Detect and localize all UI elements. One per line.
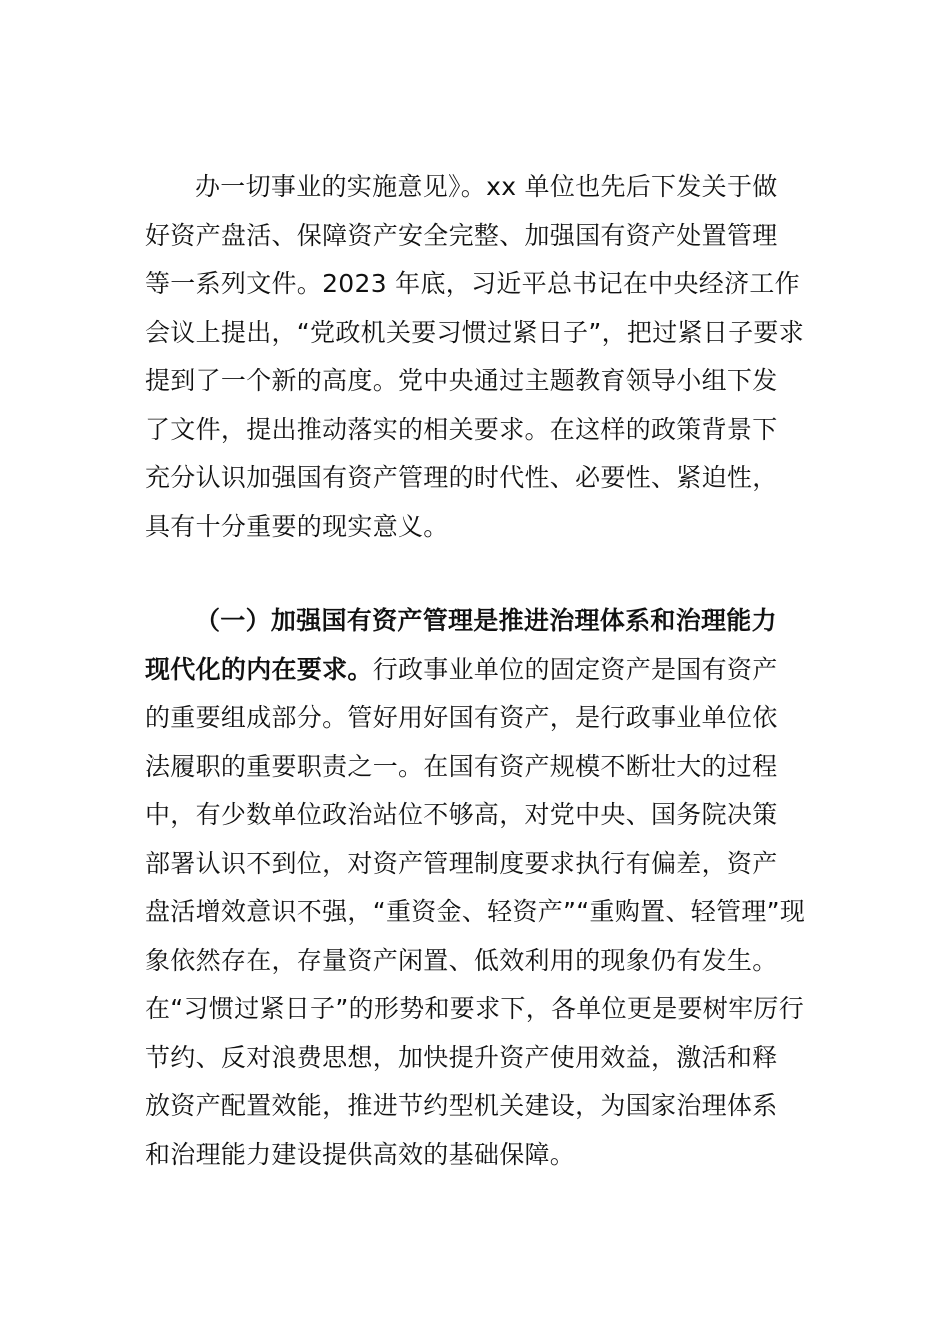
text-line: 办一切事业的实施意见》。xx 单位也先后下发关于做 <box>195 172 778 201</box>
text-line: 中，有少数单位政治站位不够高，对党中央、国务院决策 <box>145 800 778 829</box>
text-line: 在“习惯过紧日子”的形势和要求下，各单位更是要树牢厉行 <box>145 994 805 1023</box>
paragraph-2 <box>145 597 810 1179</box>
text-line <box>145 646 810 695</box>
text-line: 提到了一个新的高度。党中央通过主题教育领导小组下发 <box>145 366 778 395</box>
text-line: 法履职的重要职责之一。在国有资产规模不断壮大的过程 <box>145 751 778 781</box>
text-line: 和治理能力建设提供高效的基础保障。 <box>145 1139 576 1169</box>
text-line: 放资产配置效能，推进节约型机关建设，为国家治理体系 <box>145 1091 778 1120</box>
text-line: 象依然存在，存量资产闲置、低效利用的现象仍有发生。 <box>145 945 778 975</box>
text-run: 行政事业单位的固定资产是国有资产 <box>372 654 778 684</box>
text-line: 好资产盘活、保障资产安全完整、加强国有资产处置管理 <box>145 220 778 250</box>
section-heading: （一）加强国有资产管理是推进治理体系和治理能力 <box>195 606 777 635</box>
text-line: 节约、反对浪费思想，加快提升资产使用效益，激活和释 <box>145 1042 778 1072</box>
text-line: 盘活增效意识不强，“重资金、轻资产”“重购置、轻管理”现 <box>145 897 806 926</box>
text-line: 了文件，提出推动落实的相关要求。在这样的政策背景下 <box>145 414 778 444</box>
paragraph-1 <box>145 163 810 551</box>
text-line: 部署认识不到位，对资产管理制度要求执行有偏差，资产 <box>145 848 778 878</box>
text-line: 具有十分重要的现实意义。 <box>145 511 449 541</box>
text-line: 会议上提出，“党政机关要习惯过紧日子”，把过紧日子要求 <box>145 317 805 347</box>
text-line: 充分认识加强国有资产管理的时代性、必要性、紧迫性， <box>145 463 778 492</box>
text-line: 等一系列文件。2023 年底，习近平总书记在中央经济工作 <box>145 269 800 298</box>
text-line: 的重要组成部分。管好用好国有资产，是行政事业单位依 <box>145 703 778 732</box>
section-heading-continuation: 现代化的内在要求。 <box>145 654 373 684</box>
